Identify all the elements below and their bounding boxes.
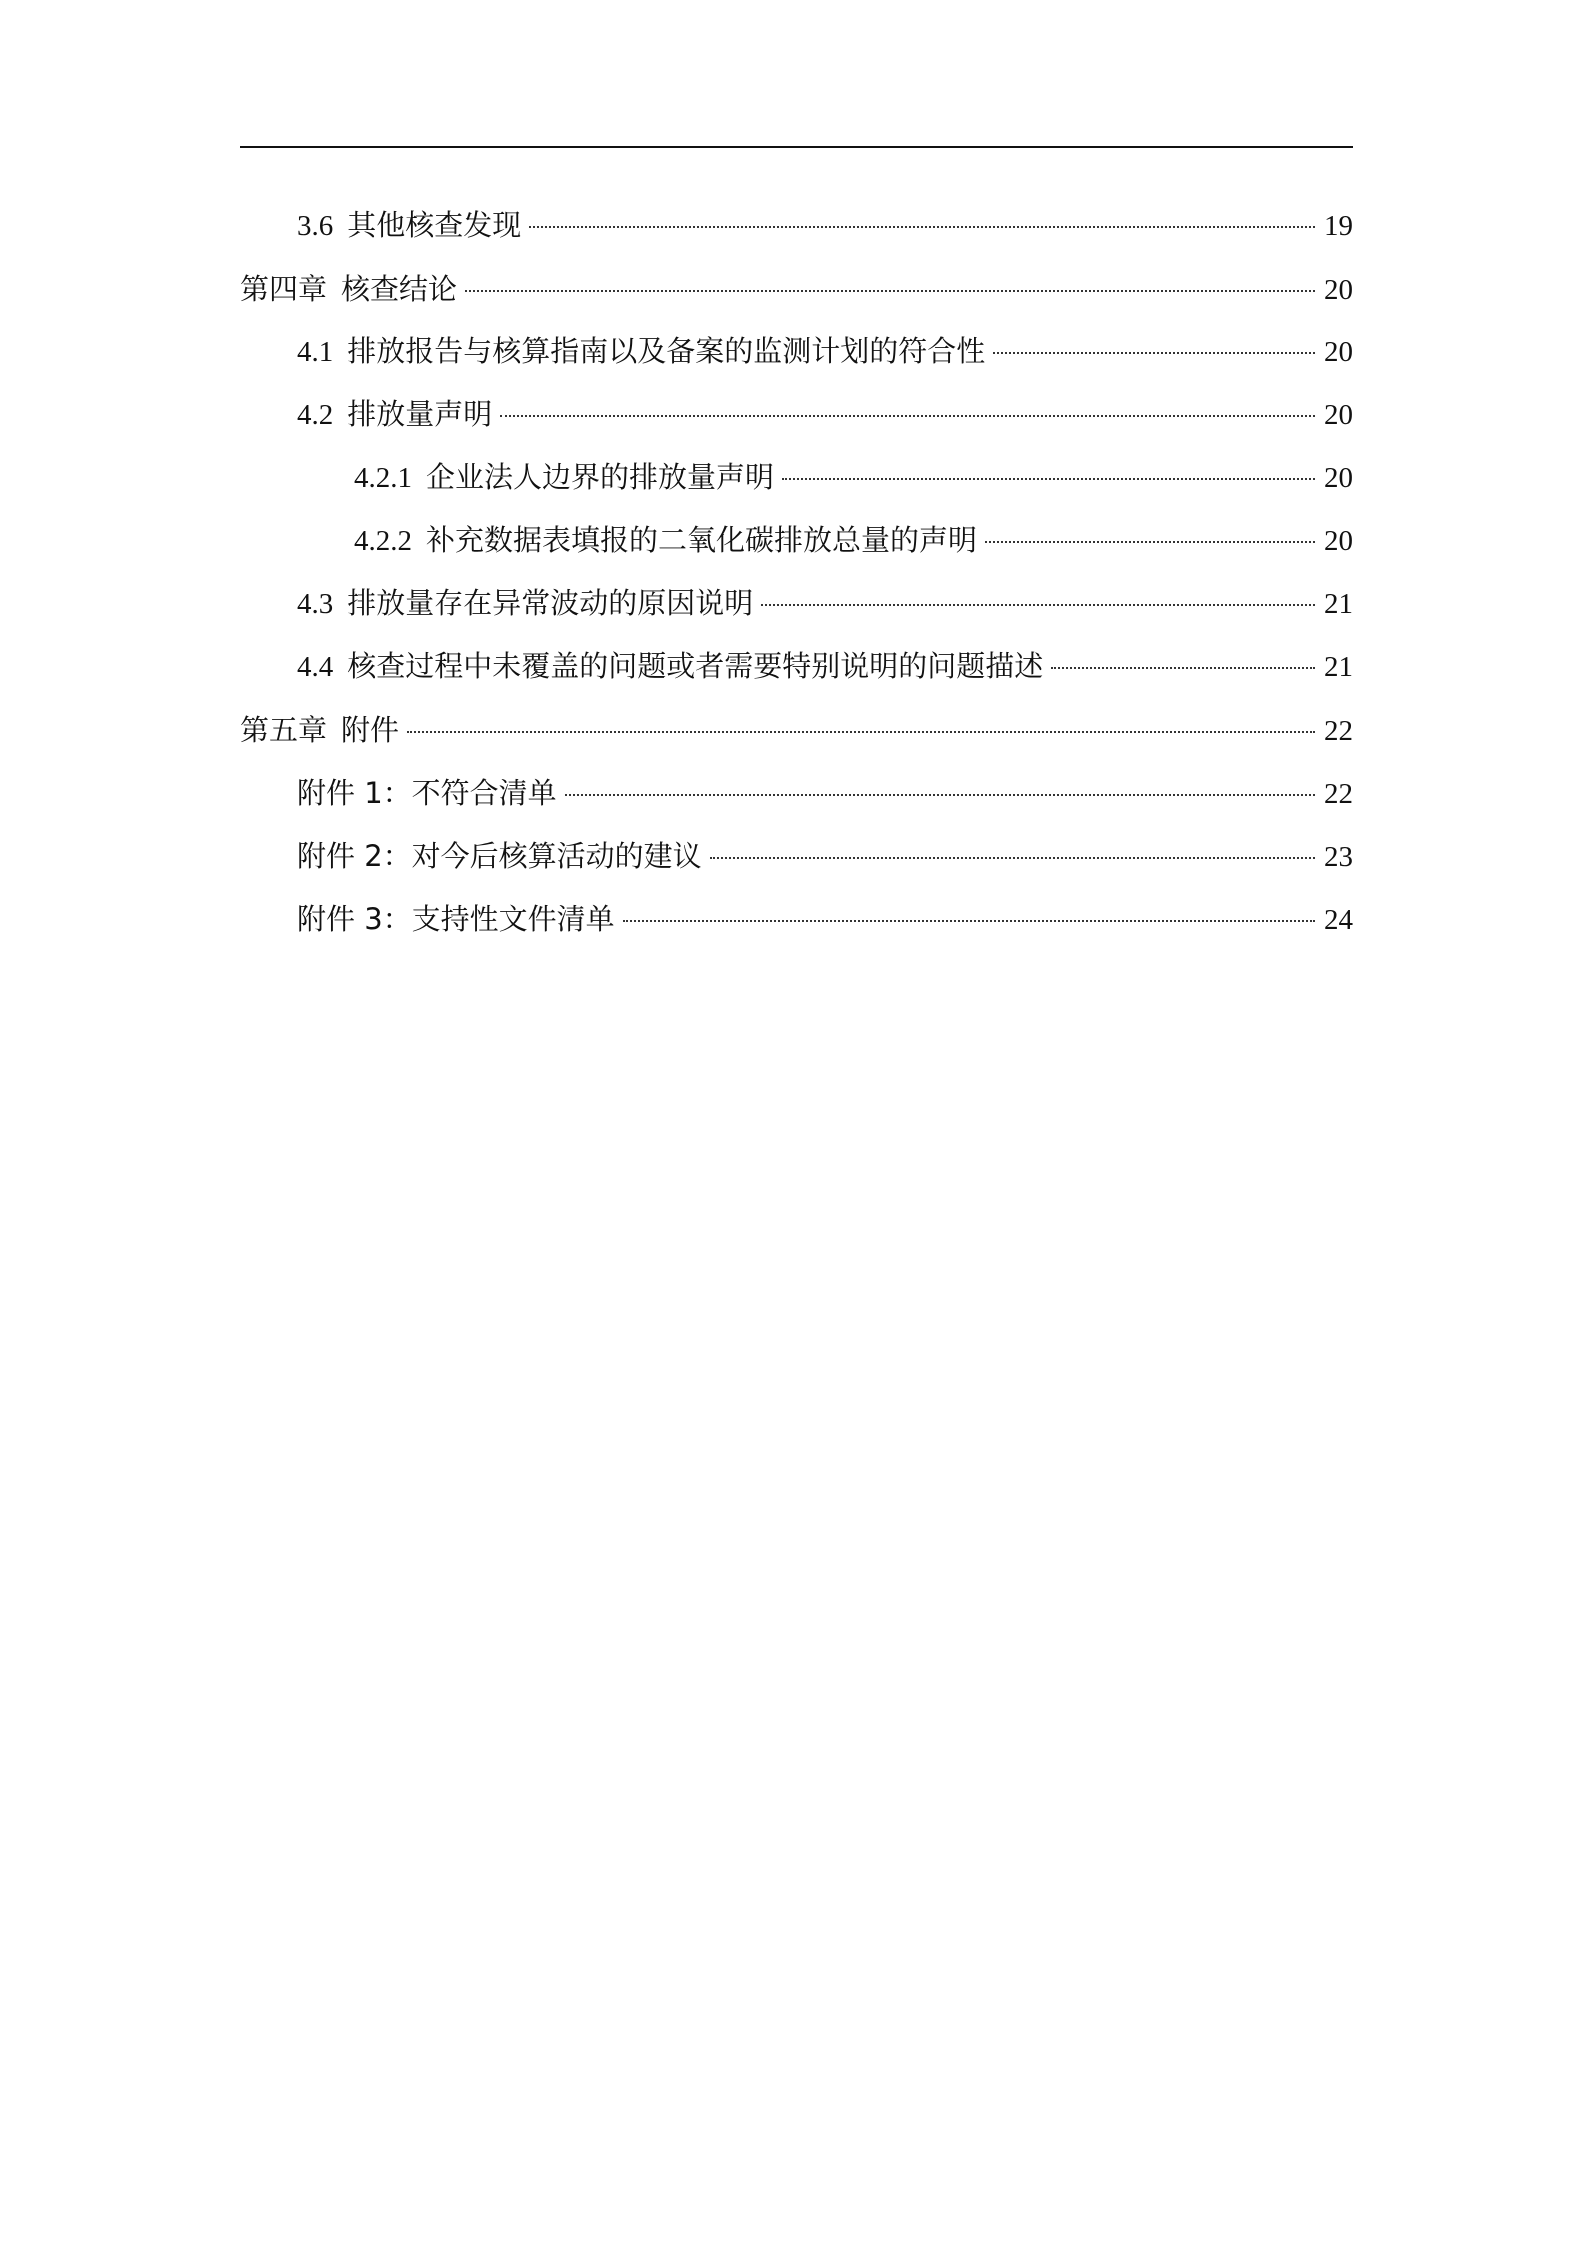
toc-entry-page: 23 bbox=[1324, 841, 1353, 873]
toc-entry-page: 24 bbox=[1324, 904, 1353, 936]
toc-dot-leader bbox=[710, 857, 1315, 859]
toc-entry-page: 22 bbox=[1324, 715, 1353, 747]
toc-entry-page: 21 bbox=[1324, 651, 1353, 683]
toc-dot-leader bbox=[565, 794, 1315, 796]
toc-entry-number: 附件 3： bbox=[297, 902, 412, 936]
toc-entry-number: 4.2.1 bbox=[354, 462, 412, 494]
toc-entry-title: 企业法人边界的排放量声明 bbox=[426, 462, 775, 494]
toc-entry-number: 第五章 bbox=[240, 713, 328, 747]
toc-entry-page: 20 bbox=[1324, 525, 1353, 557]
toc-entry-number: 附件 1： bbox=[297, 776, 412, 810]
toc-dot-leader bbox=[1051, 667, 1315, 669]
toc-entry-appendix-2[interactable] bbox=[240, 825, 1353, 888]
toc-entry-page: 22 bbox=[1324, 778, 1353, 810]
toc-entry-title: 核查过程中未覆盖的问题或者需要特别说明的问题描述 bbox=[347, 651, 1044, 683]
toc-entry-title: 补充数据表填报的二氧化碳排放总量的声明 bbox=[426, 525, 978, 557]
toc-entry-page: 20 bbox=[1324, 336, 1353, 368]
toc-entry-page: 20 bbox=[1324, 274, 1353, 306]
toc-entry-4-2[interactable] bbox=[240, 384, 1353, 447]
toc-entry-title: 核查结论 bbox=[341, 272, 458, 306]
toc-entry-number: 附件 2： bbox=[297, 839, 412, 873]
toc-entry-title: 不符合清单 bbox=[411, 776, 557, 810]
toc-entry-chapter-5[interactable] bbox=[240, 699, 1353, 762]
toc-dot-leader bbox=[985, 541, 1315, 543]
toc-entry-number: 4.4 bbox=[297, 651, 334, 683]
toc-dot-leader bbox=[407, 731, 1315, 733]
toc-entry-page: 19 bbox=[1324, 210, 1353, 242]
toc-entry-number: 第四章 bbox=[240, 272, 328, 306]
toc-dot-leader bbox=[465, 290, 1315, 292]
toc-entry-page: 20 bbox=[1324, 462, 1353, 494]
toc-entry-title: 支持性文件清单 bbox=[411, 902, 615, 936]
toc-entry-title: 附件 bbox=[341, 713, 400, 747]
toc-entry-number: 4.2.2 bbox=[354, 525, 412, 557]
toc-entry-number: 4.1 bbox=[297, 336, 334, 368]
toc-dot-leader bbox=[993, 352, 1315, 354]
toc-entry-title: 对今后核算活动的建议 bbox=[411, 839, 702, 873]
toc-entry-4-1[interactable] bbox=[240, 321, 1353, 384]
toc-entry-title: 排放量声明 bbox=[347, 399, 493, 431]
toc-entry-title: 排放量存在异常波动的原因说明 bbox=[347, 588, 754, 620]
toc-entry-4-2-1[interactable] bbox=[240, 447, 1353, 510]
toc-entry-4-2-2[interactable] bbox=[240, 510, 1353, 573]
toc-entry-number: 4.3 bbox=[297, 588, 334, 620]
toc-entry-4-3[interactable] bbox=[240, 573, 1353, 636]
toc-entry-title: 排放报告与核算指南以及备案的监测计划的符合性 bbox=[347, 336, 986, 368]
toc-dot-leader bbox=[761, 604, 1315, 606]
table-of-contents bbox=[240, 195, 1353, 951]
toc-entry-chapter-4[interactable] bbox=[240, 258, 1353, 321]
toc-dot-leader bbox=[623, 920, 1315, 922]
toc-entry-4-4[interactable] bbox=[240, 636, 1353, 699]
toc-entry-title: 其他核查发现 bbox=[347, 210, 522, 242]
toc-entry-3-6[interactable] bbox=[240, 195, 1353, 258]
toc-entry-appendix-3[interactable] bbox=[240, 888, 1353, 951]
toc-entry-page: 21 bbox=[1324, 588, 1353, 620]
toc-entry-number: 4.2 bbox=[297, 399, 334, 431]
header-rule bbox=[240, 146, 1353, 148]
toc-dot-leader bbox=[529, 226, 1315, 228]
toc-entry-page: 20 bbox=[1324, 399, 1353, 431]
toc-entry-number: 3.6 bbox=[297, 210, 334, 242]
toc-dot-leader bbox=[500, 415, 1315, 417]
toc-dot-leader bbox=[782, 478, 1315, 480]
toc-entry-appendix-1[interactable] bbox=[240, 762, 1353, 825]
